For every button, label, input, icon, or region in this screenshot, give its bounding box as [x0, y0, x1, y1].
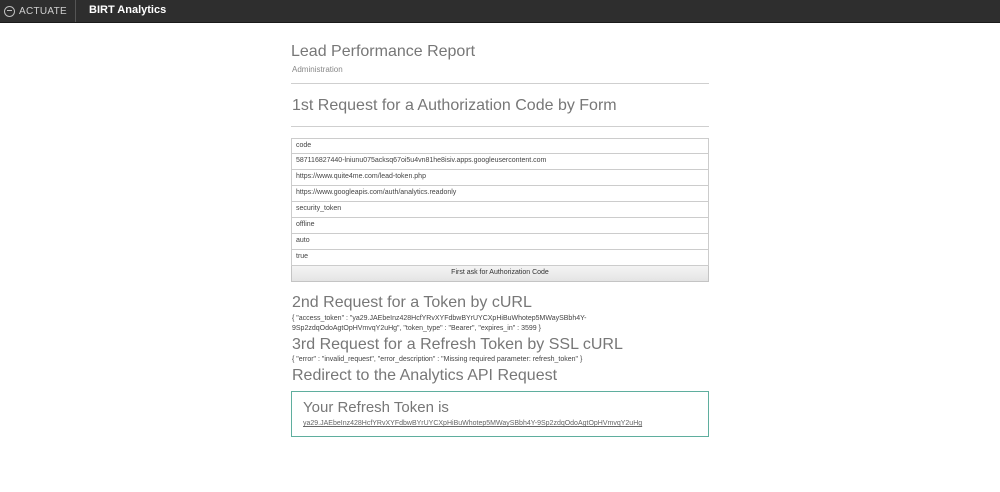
page-subtitle: Administration — [292, 65, 343, 74]
brand-text: ACTUATE — [19, 5, 68, 17]
actuate-logo-icon — [4, 6, 15, 17]
token-response-text: { "access_token" : "ya29.JAEbeInz428HcfYRvXYFdbwBYrUYCXpHiBuWhotep5MWaySBbh4Y-9Sp2zdqOdoAgtOpHVmvqY2uHg", "token_type" : "Bearer", "expires_in" : 3599 } — [292, 315, 587, 332]
state-field[interactable]: security_token — [291, 202, 709, 218]
refresh-error-text: { "error" : "invalid_request", "error_description" : "Missing required parameter: refresh_token" } — [292, 356, 583, 363]
redirect-uri-field[interactable]: https://www.quite4me.com/lead-token.php — [291, 170, 709, 186]
scope-field[interactable]: https://www.googleapis.com/auth/analytics.readonly — [291, 186, 709, 202]
app-title[interactable]: BIRT Analytics — [89, 4, 167, 16]
refresh-token-panel — [291, 391, 709, 437]
response-type-field[interactable]: code — [291, 138, 709, 154]
section4-title: Redirect to the Analytics API Request — [292, 367, 558, 384]
top-bar — [0, 0, 1000, 23]
topbar-divider — [75, 0, 76, 22]
page-title: Lead Performance Report — [291, 43, 476, 60]
section3-title: 3rd Request for a Refresh Token by SSL cURL — [292, 336, 623, 353]
access-type-field[interactable]: offline — [291, 218, 709, 234]
authorization-code-button[interactable]: First ask for Authorization Code — [291, 266, 709, 282]
section2-title: 2nd Request for a Token by cURL — [292, 294, 532, 311]
authorization-form — [291, 138, 709, 282]
approval-prompt-field[interactable]: auto — [291, 234, 709, 250]
refresh-token-link[interactable]: ya29.JAEbeInz428HcfYRvXYFdbwBYrUYCXpHiBuWhotep5MWaySBbh4Y-9Sp2zdqOdoAgtOpHVmvqY2uHg — [303, 420, 643, 427]
include-granted-scopes-field[interactable]: true — [291, 250, 709, 266]
section1-divider — [291, 126, 709, 127]
refresh-token-title: Your Refresh Token is — [303, 399, 449, 416]
client-id-field[interactable]: 587116827440-lniunu075acksq67oi5u4vn81he8isiv.apps.googleusercontent.com — [291, 154, 709, 170]
header-divider — [291, 83, 709, 84]
section1-title: 1st Request for a Authorization Code by Form — [292, 97, 617, 114]
actuate-logo[interactable] — [4, 3, 67, 19]
